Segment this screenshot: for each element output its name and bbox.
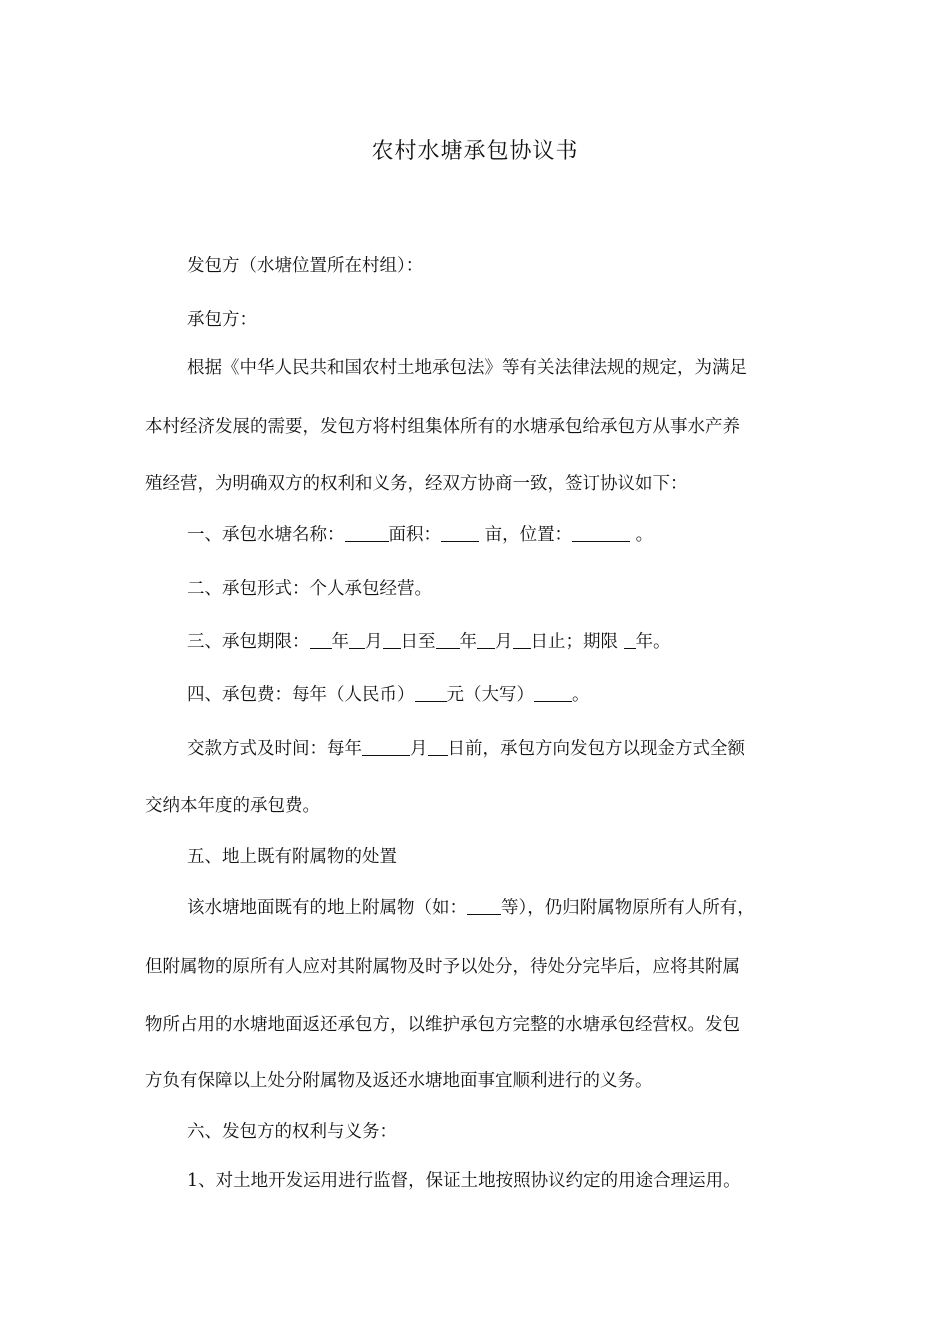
payment-month-blank [362,737,410,756]
end-month-blank [477,630,495,649]
location-blank [572,523,630,542]
clause-4-label: 四、承包费：每年（人民币） [187,685,415,705]
clause-5-line-1b: 等），仍归附属物原所有人所有， [501,898,755,918]
payment-rest: 日前，承包方向发包方以现金方式全额 [447,739,745,759]
party-b-line: 承包方： [187,310,257,330]
clause-3-day-end: 日止；期限 [530,632,624,652]
payment-line-2: 交纳本年度的承包费。 [145,796,320,816]
party-a-line: 发包方（水塘位置所在村组）： [187,256,424,276]
start-month-blank [349,630,365,649]
pond-name-blank [345,523,389,542]
clause-1-label: 一、承包水塘名称： [187,525,345,545]
clause-5-heading: 五、地上既有附属物的处置 [187,847,397,867]
term-years-blank [624,630,636,649]
clause-5-line-2: 但附属物的原所有人应对其附属物及时予以处分，待处分完毕后，应将其附属 [145,957,740,977]
fee-amount-blank [415,683,447,702]
attachment-blank [467,896,501,915]
clause-3-month-2: 月 [495,632,513,652]
clause-1-line [187,523,653,547]
clause-6-item-1: 1、对土地开发运用进行监督，保证土地按照协议约定的用途合理运用。 [187,1171,741,1191]
fee-words-blank [534,683,572,702]
intro-line-1: 根据《中华人民共和国农村土地承包法》等有关法律法规的规定，为满足 [187,358,747,378]
start-year-blank [310,630,332,649]
clause-1-unit: 亩，位置： [479,525,573,545]
intro-line-3: 殖经营，为明确双方的权利和义务，经双方协商一致，签订协议如下： [145,474,688,494]
clause-5-line-1 [187,896,755,920]
clause-3-month: 月 [365,632,383,652]
clause-6-heading: 六、发包方的权利与义务： [187,1122,397,1142]
start-day-blank [383,630,401,649]
document-title: 农村水塘承包协议书 [371,139,579,164]
clause-3-label: 三、承包期限： [187,632,310,652]
area-blank [441,523,479,542]
clause-1-area-label: 面积： [388,525,441,545]
clause-3-year-3: 年。 [635,632,671,652]
clause-2-line: 二、承包形式：个人承包经营。 [187,579,432,599]
clause-5-line-4: 方负有保障以上处分附属物及返还水塘地面事宜顺利进行的义务。 [145,1071,653,1091]
clause-4-line [187,683,590,707]
clause-4-end: 。 [572,685,590,705]
clause-1-end: 。 [630,525,654,545]
clause-4-yuan: 元（大写） [446,685,534,705]
clause-5-line-3: 物所占用的水塘地面返还承包方，以维护承包方完整的水塘承包经营权。发包 [145,1015,740,1035]
payment-line-1 [187,737,745,761]
payment-day-blank [428,737,448,756]
payment-label: 交款方式及时间：每年 [187,739,362,759]
end-day-blank [513,630,531,649]
clause-3-year-2: 年 [459,632,477,652]
clause-3-year: 年 [331,632,349,652]
clause-3-line [187,630,671,654]
clause-5-line-1a: 该水塘地面既有的地上附属物（如： [187,898,467,918]
clause-3-day-to: 日至 [400,632,436,652]
intro-line-2: 本村经济发展的需要，发包方将村组集体所有的水塘承包给承包方从事水产养 [145,417,740,437]
end-year-blank [436,630,460,649]
payment-month: 月 [410,739,428,759]
